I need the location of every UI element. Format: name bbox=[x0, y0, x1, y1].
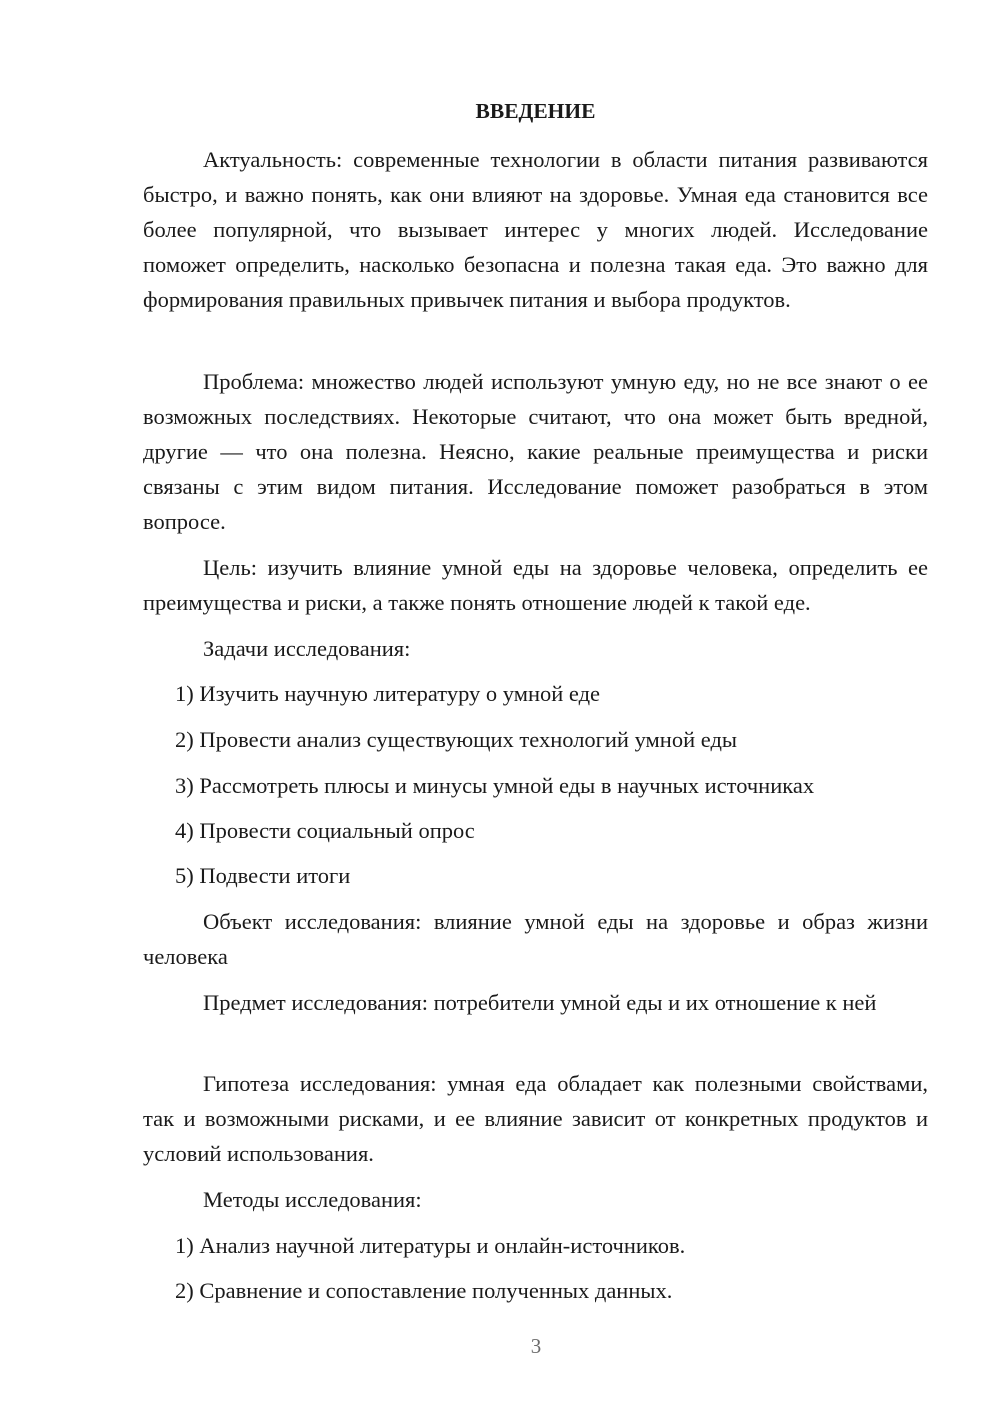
task-item: 5) Подвести итоги bbox=[175, 863, 351, 888]
object-paragraph: Объект исследования: влияние умной еды на здоровье и образ жизни человека bbox=[143, 909, 928, 969]
relevance-paragraph: Актуальность: современные технологии в области питания развиваются быстро, и важно понять, как они влияют на здоровье. Умная еда становится все более популярной, что вызывает интерес у многих людей. Исследование поможет определить, насколько безопасна и полезна такая еда. Это важно для формирования правильных привычек питания и выбора продуктов. bbox=[143, 147, 928, 312]
task-item: 2) Провести анализ существующих технологий умной еды bbox=[175, 727, 738, 752]
page-number: 3 bbox=[530, 1334, 542, 1358]
method-item: 1) Анализ научной литературы и онлайн-источников. bbox=[175, 1233, 686, 1258]
task-item: 1) Изучить научную литературу о умной еде bbox=[175, 681, 601, 706]
problem-paragraph: Проблема: множество людей используют умную еду, но не все знают о ее возможных последствиях. Некоторые считают, что она может быть вредной, другие — что она полезна. Неясно, какие реальные преимущества и риски связаны с этим видом питания. Исследование поможет разобраться в этом вопросе. bbox=[143, 369, 928, 534]
tasks-heading: Задачи исследования: bbox=[203, 636, 411, 661]
task-item: 4) Провести социальный опрос bbox=[175, 818, 475, 843]
goal-paragraph: Цель: изучить влияние умной еды на здоровье человека, определить ее преимущества и риски, а также понять отношение людей к такой еде. bbox=[143, 555, 928, 615]
method-item: 2) Сравнение и сопоставление полученных данных. bbox=[175, 1278, 673, 1303]
subject-paragraph: Предмет исследования: потребители умной еды и их отношение к ней bbox=[203, 990, 877, 1015]
task-item: 3) Рассмотреть плюсы и минусы умной еды в научных источниках bbox=[175, 773, 815, 798]
section-title: ВВЕДЕНИЕ bbox=[475, 99, 596, 123]
hypothesis-paragraph: Гипотеза исследования: умная еда обладает как полезными свойствами, так и возможными рисками, и ее влияние зависит от конкретных продуктов и условий использования. bbox=[143, 1071, 928, 1166]
methods-heading: Методы исследования: bbox=[203, 1187, 422, 1212]
